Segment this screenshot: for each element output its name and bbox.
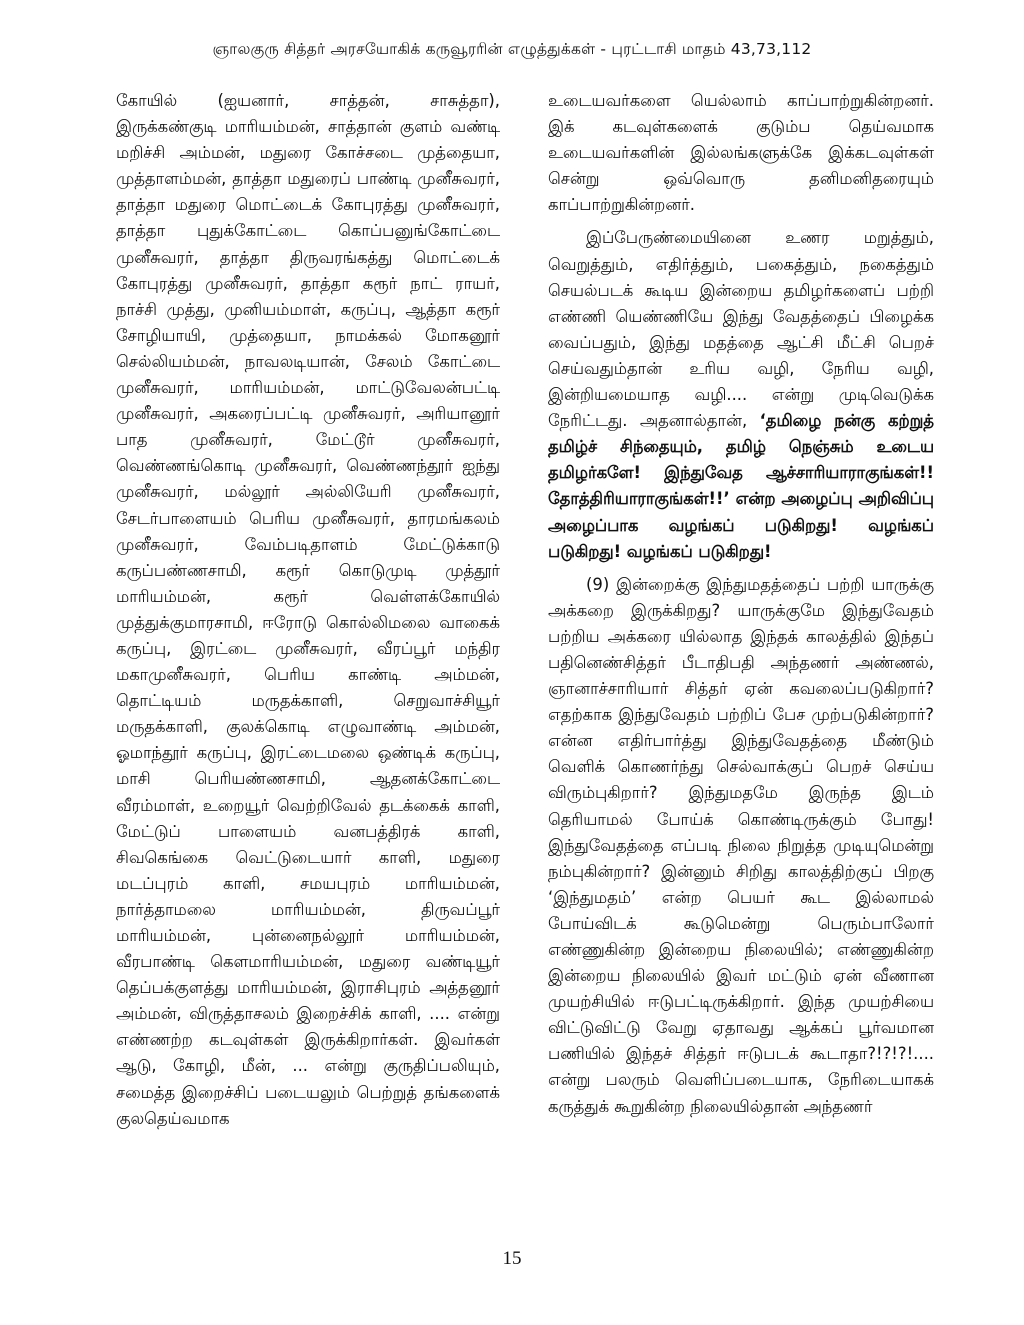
right-paragraph-3: (9) இன்றைக்கு இந்துமதத்தைப் பற்றி யாருக்கு அக்கறை இருக்கிறது? யாருக்குமே இந்துவேதம் பற்றிய அக்கரை யில்லாத இந்தக் காலத்தில் இந்தப் பதினெண்சித்தர் பீடாதிபதி அந்தணர் அண்ணல், ஞானாச்சாரியார் சித்தர் ஏன் கவலைப்படுகிறார்? எதற்காக இந்துவேதம் பற்றிப் பேச முற்படுகின்றார்? என்ன எதிர்பார்த்து இந்துவேதத்தை மீண்டும் வெளிக் கொணர்ந்து செல்வாக்குப் பெறச் செய்ய விரும்புகிறார்? இந்துமதமே இருந்த இடம் தெரியாமல் போய்க் கொண்டிருக்கும் போது! இந்துவேதத்தை எப்படி நிலை நிறுத்த முடியுமென்று நம்புகின்றார்? இன்னும் சிறிது காலத்திற்குப் பிறகு ‘இந்துமதம்’ என்ற பெயர் கூட இல்லாமல் போய்விடக் கூடுமென்று பெரும்பாலோர் எண்ணுகின்ற இன்றைய நிலையில்; எண்ணுகின்ற இன்றைய நிலையில் இவர் மட்டும் ஏன் வீணான முயற்சியில் ஈடுபட்டிருக்கிறார். இந்த முயற்சியை விட்டுவிட்டு வேறு ஏதாவது ஆக்கப் பூர்வமான பணியில் இந்தச் சித்தர் ஈடுபடக் கூடாதா?!?!?!.... என்று பலரும் வெளிப்படையாக, நேரிடையாகக் கருத்துக் கூறுகின்ற நிலையில்தான் அந்தணர்: [548, 574, 934, 1116]
right-paragraph-2-text: இப்பேருண்மையினை உணர மறுத்தும், வெறுத்தும், எதிர்த்தும், பகைத்தும், நகைத்தும் செயல்படக் கூடிய இன்றைய தமிழர்களைப் பற்றி எண்ணி யெண்ணியே இந்து வேதத்தைப் பிழைக்க வைப்பதும், இந்து மதத்தை ஆட்சி மீட்சி பெறச் செய்வதும்தான் உரிய வழி, நேரிய வழி, இன்றியமையாத வழி.... என்று முடிவெடுக்க நேரிட்டது. அதனால்தான்,: [548, 228, 934, 431]
page-number: 15: [502, 1248, 522, 1269]
right-column: [548, 88, 934, 1120]
left-paragraph: கோயில் (ஐயனார், சாத்தன், சாசுத்தா), இருக்கண்குடி மாரியம்மன், சாத்தான் குளம் வண்டி மறிச்சி அம்மன், மதுரை கோச்சடை முத்தையா, முத்தாளம்மன், தாத்தா மதுரைப் பாண்டி முனீசுவரர், தாத்தா மதுரை மொட்டைக் கோபுரத்து முனீசுவரர், தாத்தா புதுக்கோட்டை கொப்பனுங்கோட்டை முனீசுவரர், தாத்தா திருவரங்கத்து மொட்டைக் கோபுரத்து முனீசுவரர், தாத்தா கரூர் நாட் ராயர், நாச்சி முத்து, முனியம்மாள், கருப்பு, ஆத்தா கரூர் சோழியாயி, முத்தையா, நாமக்கல் மோகனூர் செல்லியம்மன், நாவலடியான், சேலம் கோட்டை முனீசுவரர், மாரியம்மன், மாட்டுவேலன்பட்டி முனீசுவரர், அகரைப்பட்டி முனீசுவரர், அரியானூர் பாத முனீசுவரர், மேட்டூர் முனீசுவரர், வெண்ணங்கொடி முனீசுவரர், வெண்ணந்தூர் ஐந்து முனீசுவரர், மல்லூர் அல்லியேரி முனீசுவரர், சேடர்பாளையம் பெரிய முனீசுவரர், தாரமங்கலம் முனீசுவரர், வேம்படிதாளம் மேட்டுக்காடு கருப்பண்ணசாமி, கரூர் கொடுமுடி முத்தூர் மாரியம்மன், கரூர் வெள்ளக்கோயில் முத்துக்குமாரசாமி, ஈரோடு கொல்லிமலை வாகைக் கருப்பு, இரட்டை முனீசுவரர், வீரப்பூர் மந்திர மகாமுனீசுவரர், பெரிய காண்டி அம்மன், தொட்டியம் மருதக்காளி, செறுவாச்சியூர் மருதக்காளி, குலக்கொடி எழுவாண்டி அம்மன், ஓமாந்தூர் கருப்பு, இரட்டைமலை ஒண்டிக் கருப்பு, மாசி பெரியண்ணசாமி, ஆதனக்கோட்டை வீரம்மாள், உறையூர் வெற்றிவேல் தடக்கைக் காளி, மேட்டுப் பாளையம் வனபத்திரக் காளி, சிவகெங்கை வெட்டுடையார் காளி, மதுரை மடப்புரம் காளி, சமயபுரம் மாரியம்மன், நார்த்தாமலை மாரியம்மன், திருவப்பூர் மாரியம்மன், புன்னைநல்லூர் மாரியம்மன், வீரபாண்டி கௌமாரியம்மன், மதுரை வண்டியூர் தெப்பக்குளத்து மாரியம்மன், இராசிபுரம் அத்தனூர் அம்மன், விருத்தாசலம் இறைச்சிக் காளி, .... என்று எண்ணற்ற கடவுள்கள் இருக்கிறார்கள். இவர்கள் ஆடு, கோழி, மீன், ... என்று குருதிப்பலியும், சமைத்த இறைச்சிப் படையலும் பெற்றுத் தங்களைக் குலதெய்வமாக: [116, 91, 500, 1128]
right-paragraph-2: [548, 225, 934, 564]
left-column: [116, 88, 500, 1132]
invitation-bold-text: ‘தமிழை நன்கு கற்றுத் தமிழ்ச் சிந்தையும், தமிழ் நெஞ்சும் உடைய தமிழர்களே! இந்துவேத ஆச்சாரியாராகுங்கள்!! தோத்திரியாராகுங்கள்!!’ என்ற அழைப்பு அறிவிப்பு அழைப்பாக வழங்கப் படுகிறது! வழங்கப் படுகிறது! வழங்கப் படுகிறது!: [548, 411, 934, 561]
page-header: ஞாலகுரு சித்தர் அரசயோகிக் கருவூரரின் எழுத்துக்கள் - புரட்டாசி மாதம் 43,73,112: [212, 40, 812, 58]
right-paragraph-1: உடையவர்களை யெல்லாம் காப்பாற்றுகின்றனர். இக் கடவுள்களைக் குடும்ப தெய்வமாக உடையவர்களின் இல்லங்களுக்கே இக்கடவுள்கள் சென்று ஒவ்வொரு தனிமனிதரையும் காப்பாற்றுகின்றனர்.: [548, 91, 934, 215]
